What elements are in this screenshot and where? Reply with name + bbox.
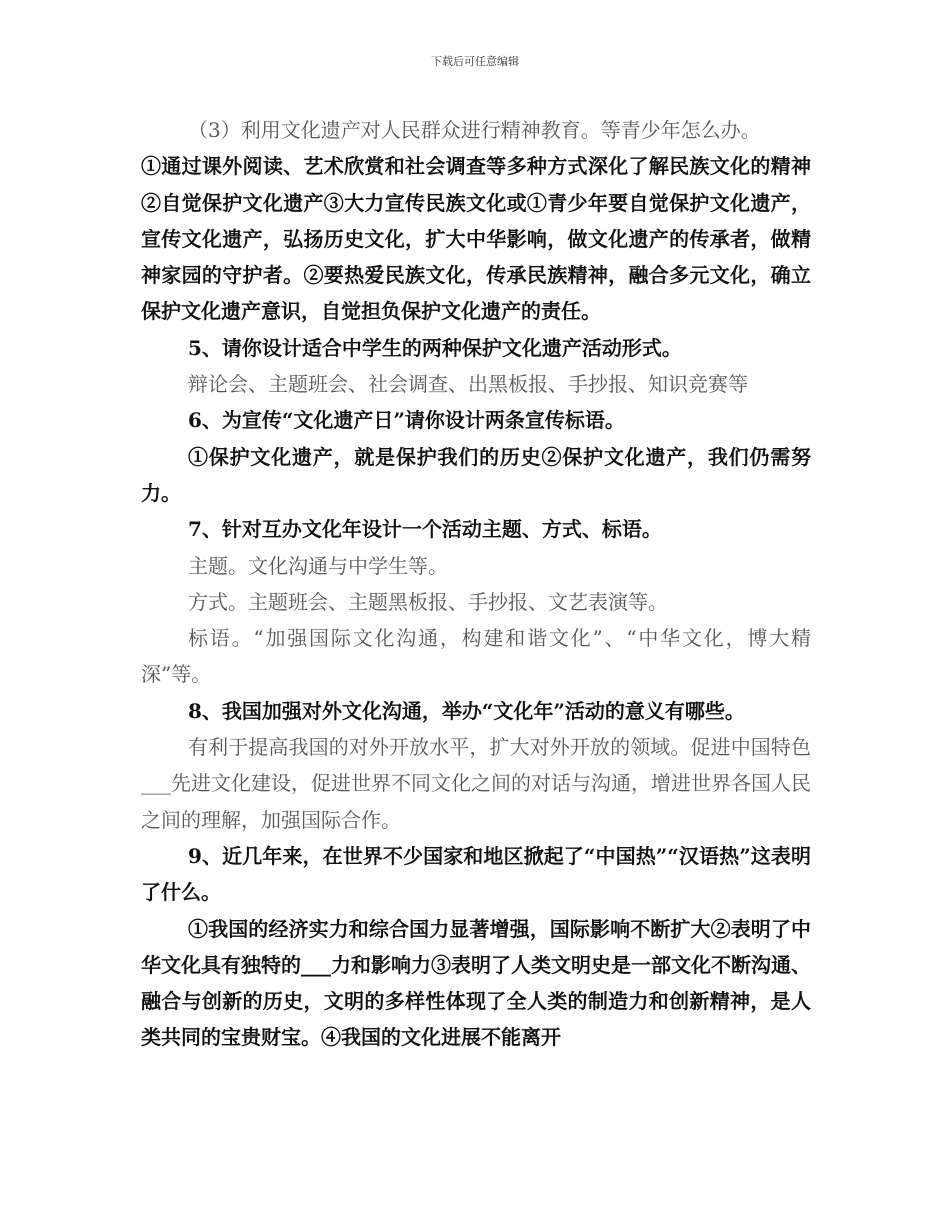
answer-paragraph: 主题。文化沟通与中学生等。 xyxy=(188,553,448,578)
question-heading: 9、近几年来，在世界不少国家和地区掀起了“中国热”“汉语热”这表明了什么。 xyxy=(141,843,811,905)
answer-paragraph: ①保护文化遗产，就是保护我们的历史②保护文化遗产，我们仍需努力。 xyxy=(141,444,811,505)
answer-paragraph: 方式。主题班会、主题黑板报、手抄报、文艺表演等。 xyxy=(188,589,668,614)
question-heading: 5、请你设计适合中学生的两种保护文化遗产活动形式。 xyxy=(188,335,682,360)
document-body xyxy=(141,112,811,1056)
question-heading: 8、我国加强对外文化沟通，举办“文化年”活动的意义有哪些。 xyxy=(188,698,745,723)
answer-paragraph: 有利于提高我国的对外开放水平，扩大对外开放的领域。促进中国特色___先进文化建设，促进世界不同文化之间的对话与沟通，增进世界各国人民之间的理解，加强国际合作。 xyxy=(141,735,811,832)
answer-paragraph: ①通过课外阅读、艺术欣赏和社会调查等多种方式深化了解民族文化的精神②自觉保护文化遗产③大力宣传民族文化或①青少年要自觉保护文化遗产，宣传文化遗产，弘扬历史文化，扩大中华影响，做文化遗产的传承者，做精神家园的守护者。②要热爱民族文化，传承民族精神，融合多元文化，确立保护文化遗产意识，自觉担负保护文化遗产的责任。 xyxy=(141,154,811,324)
answer-paragraph: 标语。“加强国际文化沟通，构建和谐文化”、“中华文化，博大精深”等。 xyxy=(141,626,811,687)
answer-paragraph: 辩论会、主题班会、社会调查、出黑板报、手抄报、知识竞赛等 xyxy=(188,372,748,397)
answer-paragraph: ①我国的经济实力和综合国力显著增强，国际影响不断扩大②表明了中华文化具有独特的___力和影响力③表明了人类文明史是一部文化不断沟通、融合与创新的历史，文明的多样性体现了全人类的制造力和创新精神，是人类共同的宝贵财宝。④我国的文化进展不能离开 xyxy=(141,916,811,1050)
page-header: 下载后可任意编辑 xyxy=(431,55,519,68)
question-heading: 6、为宣传“文化遗产日”请你设计两条宣传标语。 xyxy=(188,408,625,433)
paragraph: （3）利用文化遗产对人民群众进行精神教育。等青少年怎么办。 xyxy=(188,118,761,142)
question-heading: 7、针对互办文化年设计一个活动主题、方式、标语。 xyxy=(188,517,662,542)
